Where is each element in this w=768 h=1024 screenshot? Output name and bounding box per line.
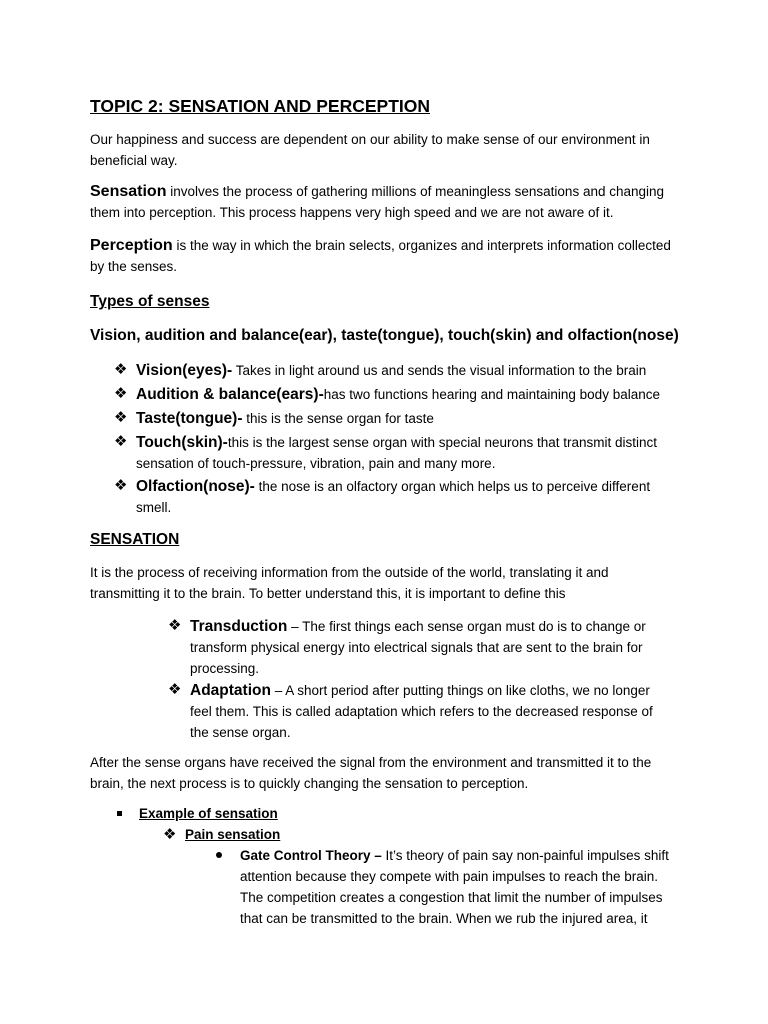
diamond-bullet-icon: ❖ [114,433,128,450]
sensation-heading: SENSATION [90,531,180,548]
after-paragraph: After the sense organs have received the signal from the environment and transmitted it to the brain, the next process is to quickly changing the sensation to perception. [90,755,652,791]
pain-heading: Pain sensation [185,827,281,842]
diamond-bullet-icon: ❖ [114,409,128,426]
diamond-bullet-icon: ❖ [114,361,128,378]
diamond-bullet-icon: ❖ [168,681,182,698]
diamond-bullet-icon: ❖ [114,385,128,402]
diamond-bullet-icon: ❖ [163,826,177,843]
diamond-bullet-icon: ❖ [114,477,128,494]
sensation-definition [90,182,680,223]
diamond-bullet-icon: ❖ [168,617,182,634]
square-bullet-icon [117,811,122,816]
gate-control-item [240,845,680,929]
types-summary: Vision, audition and balance(ear), taste(tongue), touch(skin) and olfaction(nose) [90,327,679,344]
sensation-definition-text: involves the process of gathering millions of meaningless sensations and changing them into perception. This process happens very high speed and we are not aware of it. [90,184,665,220]
dot-bullet-icon [216,852,222,858]
sensation-paragraph: It is the process of receiving information from the outside of the world, translating it and transmitting it to the brain. To better understand this, it is important to define this [90,565,609,601]
list-item: Vision(eyes)- Takes in light around us and sends the visual information to the brain [136,362,647,379]
perception-term: Perception [90,237,173,254]
perception-definition [90,236,680,277]
list-item: Adaptation – A short period after putting things on like cloths, we no longer feel them. This is called adaptation which refers to the decreased response of the sense organ. [190,682,653,740]
perception-definition-text: is the way in which the brain selects, organizes and interprets information collected by the senses. [90,238,671,274]
list-item: Olfaction(nose)- the nose is an olfactory organ which helps us to perceive different smell. [136,478,651,515]
list-item: Transduction – The first things each sense organ must do is to change or transform physical energy into electrical signals that are sent to the brain for processing. [190,618,646,676]
gate-control-term: Gate Control Theory – [240,848,386,863]
sensation-term: Sensation [90,183,167,200]
intro-paragraph: Our happiness and success are dependent on our ability to make sense of our environment in beneficial way. [90,132,650,168]
list-item: Touch(skin)-this is the largest sense organ with special neurons that transmit distinct sensation of touch-pressure, vibration, pain and many more. [136,434,658,471]
list-item: Audition & balance(ears)-has two functions hearing and maintaining body balance [136,386,660,403]
types-heading: Types of senses [90,293,210,310]
gate-control-text: It’s theory of pain say non-painful impulses shift attention because they compete with pain impulses to reach the brain. The competition creates a congestion that limit the number of impulses that can be transmitted to the brain. When we rub the injured area, it [240,848,669,926]
example-heading: Example of sensation [139,806,278,821]
page-title: TOPIC 2: SENSATION AND PERCEPTION [90,96,430,116]
list-item: Taste(tongue)- this is the sense organ for taste [136,410,434,427]
